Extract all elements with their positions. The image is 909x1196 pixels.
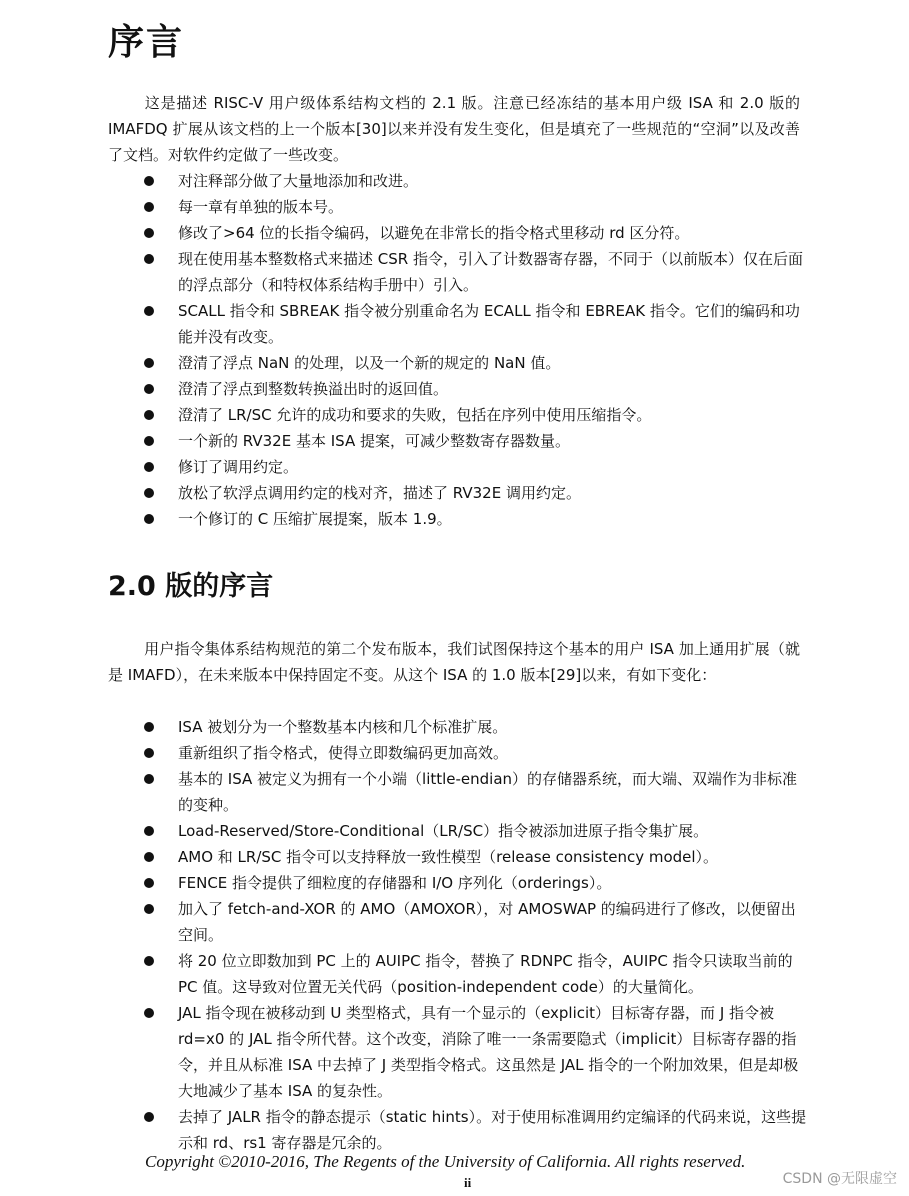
list-item xyxy=(108,1000,808,1104)
bullet-icon xyxy=(144,852,154,862)
list-item xyxy=(108,844,808,870)
list-item xyxy=(108,870,808,896)
list-item-text: 去掉了 JALR 指令的静态提示（static hints）。对于使用标准调用约定编译的代码来说，这些提示和 rd、rs1 寄存器是冗余的。 xyxy=(178,1108,807,1152)
list-item xyxy=(108,168,808,194)
list-item-text: 修改了>64 位的长指令编码，以避免在非常长的指令格式里移动 rd 区分符。 xyxy=(178,224,690,242)
v2-change-list xyxy=(108,714,808,1156)
list-item-text: JAL 指令现在被移动到 U 类型格式，具有一个显示的（explicit）目标寄存器，而 J 指令被 rd=x0 的 JAL 指令所代替。这个改变，消除了唯一一条需要隐式（implicit）目标寄存器的指令，并且从标准 ISA 中去掉了 J 类型指令格式。这虽然是 JAL 指令的一个附加效果，但是却极大地减少了基本 ISA 的复杂性。 xyxy=(178,1004,799,1100)
bullet-icon xyxy=(144,202,154,212)
list-item-text: AMO 和 LR/SC 指令可以支持释放一致性模型（release consistency model）。 xyxy=(178,848,719,866)
bullet-icon xyxy=(144,1112,154,1122)
bullet-icon xyxy=(144,904,154,914)
bullet-icon xyxy=(144,228,154,238)
list-item xyxy=(108,428,808,454)
list-item-text: 一个新的 RV32E 基本 ISA 提案，可减少整数寄存器数量。 xyxy=(178,432,570,450)
list-item-text: 一个修订的 C 压缩扩展提案，版本 1.9。 xyxy=(178,510,452,528)
list-item xyxy=(108,194,808,220)
list-item xyxy=(108,818,808,844)
bullet-icon xyxy=(144,176,154,186)
list-item xyxy=(108,454,808,480)
bullet-icon xyxy=(144,410,154,420)
bullet-icon xyxy=(144,488,154,498)
list-item xyxy=(108,350,808,376)
bullet-icon xyxy=(144,774,154,784)
bullet-icon xyxy=(144,826,154,836)
bullet-icon xyxy=(144,436,154,446)
list-item-text: 现在使用基本整数格式来描述 CSR 指令，引入了计数器寄存器，不同于（以前版本）仅在后面的浮点部分（和特权体系结构手册中）引入。 xyxy=(178,250,803,294)
list-item-text: 基本的 ISA 被定义为拥有一个小端（little-endian）的存储器系统，而大端、双端作为非标准的变种。 xyxy=(178,770,798,814)
bullet-icon xyxy=(144,358,154,368)
list-item-text: FENCE 指令提供了细粒度的存储器和 I/O 序列化（orderings）。 xyxy=(178,874,612,892)
v2-preface-paragraph xyxy=(108,636,800,688)
bullet-icon xyxy=(144,878,154,888)
list-item xyxy=(108,948,808,1000)
bullet-icon xyxy=(144,254,154,264)
list-item-text: Load-Reserved/Store-Conditional（LR/SC）指令被添加进原子指令集扩展。 xyxy=(178,822,709,840)
list-item xyxy=(108,740,808,766)
preface-paragraph-text: 这是描述 RISC-V 用户级体系结构文档的 2.1 版。注意已经冻结的基本用户级 ISA 和 2.0 版的 IMAFDQ 扩展从该文档的上一个版本[30]以来并没有发生变化，但是填充了一些规范的“空洞”以及改善了文档。对软件约定做了一些改变。 xyxy=(108,94,800,164)
list-item-text: SCALL 指令和 SBREAK 指令被分别重命名为 ECALL 指令和 EBREAK 指令。它们的编码和功能并没有改变。 xyxy=(178,302,800,346)
bullet-icon xyxy=(144,956,154,966)
list-item-text: 重新组织了指令格式，使得立即数编码更加高效。 xyxy=(178,744,509,762)
copyright-footer: Copyright ©2010-2016, The Regents of the University of California. All rights reserved. xyxy=(145,1152,746,1171)
list-item-text: 放松了软浮点调用约定的栈对齐，描述了 RV32E 调用约定。 xyxy=(178,484,581,502)
bullet-icon xyxy=(144,514,154,524)
list-item xyxy=(108,220,808,246)
list-item-text: 澄清了浮点 NaN 的处理，以及一个新的规定的 NaN 值。 xyxy=(178,354,561,372)
list-item xyxy=(108,506,808,532)
list-item xyxy=(108,480,808,506)
bullet-icon xyxy=(144,306,154,316)
section-title-v2-preface: 2.0 版的序言 xyxy=(108,571,274,602)
list-item-text: 澄清了 LR/SC 允许的成功和要求的失败，包括在序列中使用压缩指令。 xyxy=(178,406,652,424)
list-item-text: 澄清了浮点到整数转换溢出时的返回值。 xyxy=(178,380,449,398)
list-item-text: 每一章有单独的版本号。 xyxy=(178,198,344,216)
bullet-icon xyxy=(144,748,154,758)
section-title-preface: 序言 xyxy=(108,22,185,63)
bullet-icon xyxy=(144,384,154,394)
bullet-icon xyxy=(144,722,154,732)
bullet-icon xyxy=(144,462,154,472)
list-item-text: 修订了调用约定。 xyxy=(178,458,299,476)
v2-preface-paragraph-text: 用户指令集体系结构规范的第二个发布版本，我们试图保持这个基本的用户 ISA 加上通用扩展（就是 IMAFD），在未来版本中保持固定不变。从这个 ISA 的 1.0 版本[29]以来，有如下变化： xyxy=(108,640,800,684)
list-item xyxy=(108,402,808,428)
list-item-text: 对注释部分做了大量地添加和改进。 xyxy=(178,172,419,190)
list-item xyxy=(108,896,808,948)
list-item-text: ISA 被划分为一个整数基本内核和几个标准扩展。 xyxy=(178,718,508,736)
list-item-text: 将 20 位立即数加到 PC 上的 AUIPC 指令，替换了 RDNPC 指令，AUIPC 指令只读取当前的 PC 值。这导致对位置无关代码（position-independent code）的大量简化。 xyxy=(178,952,793,996)
preface-change-list xyxy=(108,168,808,532)
preface-paragraph xyxy=(108,90,800,168)
csdn-watermark: CSDN @无限虚空 xyxy=(782,1171,897,1187)
list-item xyxy=(108,246,808,298)
page-number: ii xyxy=(464,1175,472,1190)
list-item-text: 加入了 fetch-and-XOR 的 AMO（AMOXOR），对 AMOSWAP 的编码进行了修改，以便留出空间。 xyxy=(178,900,796,944)
list-item xyxy=(108,298,808,350)
list-item xyxy=(108,1104,808,1156)
list-item xyxy=(108,714,808,740)
list-item xyxy=(108,766,808,818)
bullet-icon xyxy=(144,1008,154,1018)
list-item xyxy=(108,376,808,402)
